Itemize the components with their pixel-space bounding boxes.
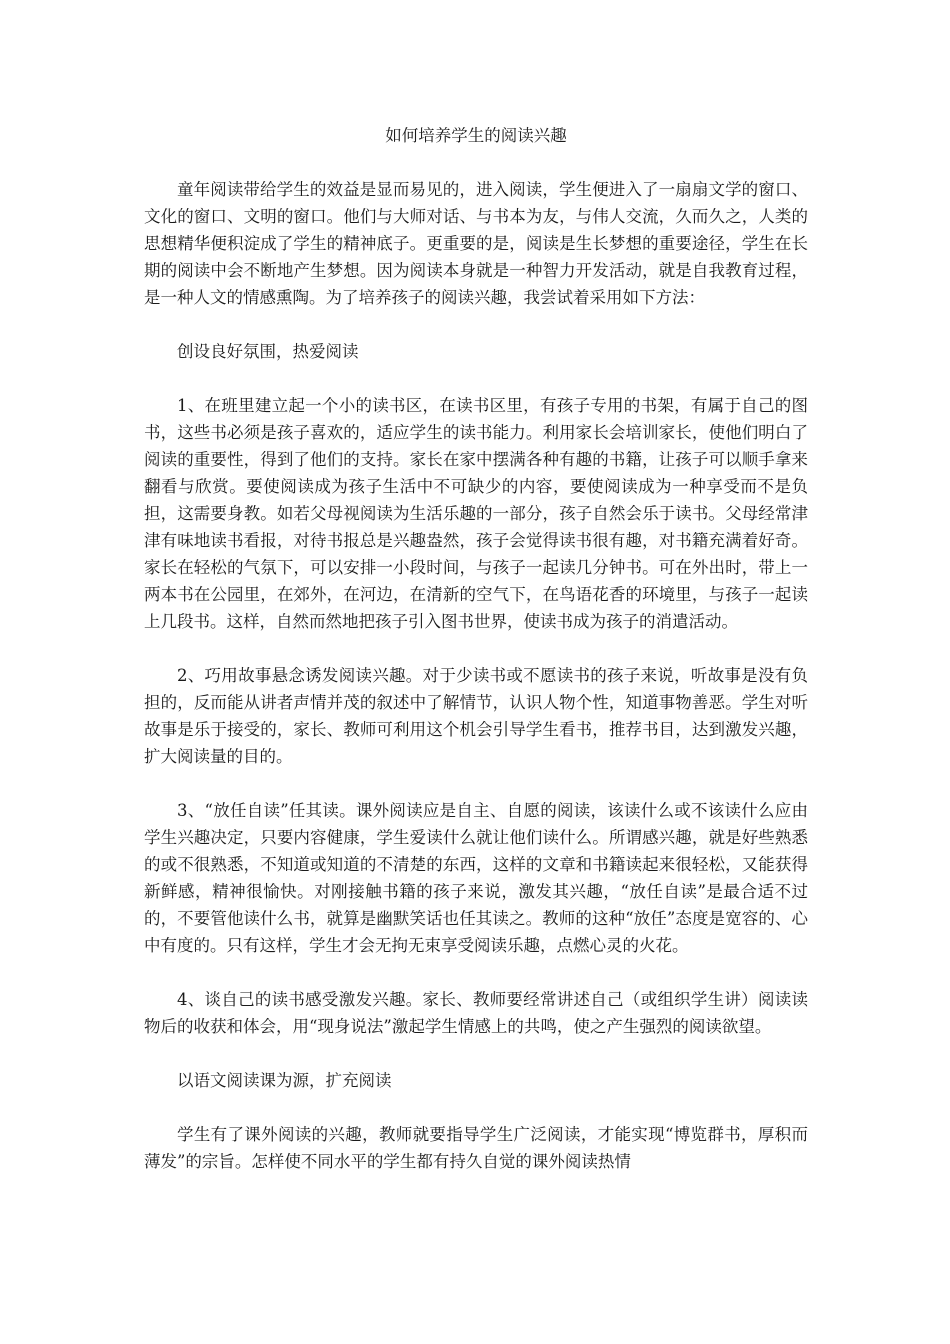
document-body	[144, 122, 808, 1202]
paragraph-story-suspense: 2、巧用故事悬念诱发阅读兴趣。对于少读书或不愿读书的孩子来说，听故事是没有负担的，反而能从讲者声情并茂的叙述中了解情节，认识人物个性，知道事物善恶。学生对听故事是乐于接受的，家长、教师可利用这个机会引导学生看书，推荐书目，达到激发兴趣，扩大阅读量的目的。	[144, 666, 808, 766]
intro-paragraph: 童年阅读带给学生的效益是显而易见的，进入阅读，学生便进入了一扇扇文学的窗口、文化的窗口、文明的窗口。他们与大师对话、与书本为友，与伟人交流，久而久之，人类的思想精华便积淀成了学生的精神底子。更重要的是，阅读是生长梦想的重要途径，学生在长期的阅读中会不断地产生梦想。因为阅读本身就是一种智力开发活动，就是自我教育过程，是一种人文的情感熏陶。为了培养孩子的阅读兴趣，我尝试着采用如下方法：	[144, 180, 808, 307]
paragraph-share-feelings: 4、谈自己的读书感受激发兴趣。家长、教师要经常讲述自己（或组织学生讲）阅读读物后的收获和体会，用“现身说法”激起学生情感上的共鸣，使之产生强烈的阅读欲望。	[144, 990, 808, 1036]
section-heading-expand-reading: 以语文阅读课为源，扩充阅读	[177, 1071, 392, 1090]
paragraph-free-reading: 3、“放任自读”任其读。课外阅读应是自主、自愿的阅读，该读什么或不该读什么应由学生兴趣决定，只要内容健康，学生爱读什么就让他们读什么。所谓感兴趣，就是好些熟悉的或不很熟悉，不知道或知道的不清楚的东西，这样的文章和书籍读起来很轻松，又能获得新鲜感，精神很愉快。对刚接触书籍的孩子来说，激发其兴趣，“放任自读”是最合适不过的，不要管他读什么书，就算是幽默笑话也任其读之。教师的这种“放任”态度是宽容的、心中有度的。只有这样，学生才会无拘无束享受阅读乐趣，点燃心灵的火花。	[144, 801, 808, 955]
document-title: 如何培养学生的阅读兴趣	[385, 126, 567, 145]
section-heading-atmosphere: 创设良好氛围，热爱阅读	[177, 342, 359, 361]
paragraph-reading-corner: 1、在班里建立起一个小的读书区，在读书区里，有孩子专用的书架，有属于自己的图书，这些书必须是孩子喜欢的，适应学生的读书能力。利用家长会培训家长，使他们明白了阅读的重要性，得到了他们的支持。家长在家中摆满各种有趣的书籍，让孩子可以顺手拿来翻看与欣赏。要使阅读成为孩子生活中不可缺少的内容，要使阅读成为一种享受而不是负担，这需要身教。如若父母视阅读为生活乐趣的一部分，孩子自然会乐于读书。父母经常津津有味地读书看报，对待书报总是兴趣盎然，孩子会觉得读书很有趣，对书籍充满着好奇。家长在轻松的气氛下，可以安排一小段时间，与孩子一起读几分钟书。可在外出时，带上一两本书在公园里，在郊外，在河边，在清新的空气下，在鸟语花香的环境里，与孩子一起读上几段书。这样，自然而然地把孩子引入图书世界，使读书成为孩子的消遣活动。	[144, 396, 808, 631]
paragraph-guidance: 学生有了课外阅读的兴趣，教师就要指导学生广泛阅读，才能实现“博览群书，厚积而薄发”的宗旨。怎样使不同水平的学生都有持久自觉的课外阅读热情	[144, 1125, 808, 1171]
